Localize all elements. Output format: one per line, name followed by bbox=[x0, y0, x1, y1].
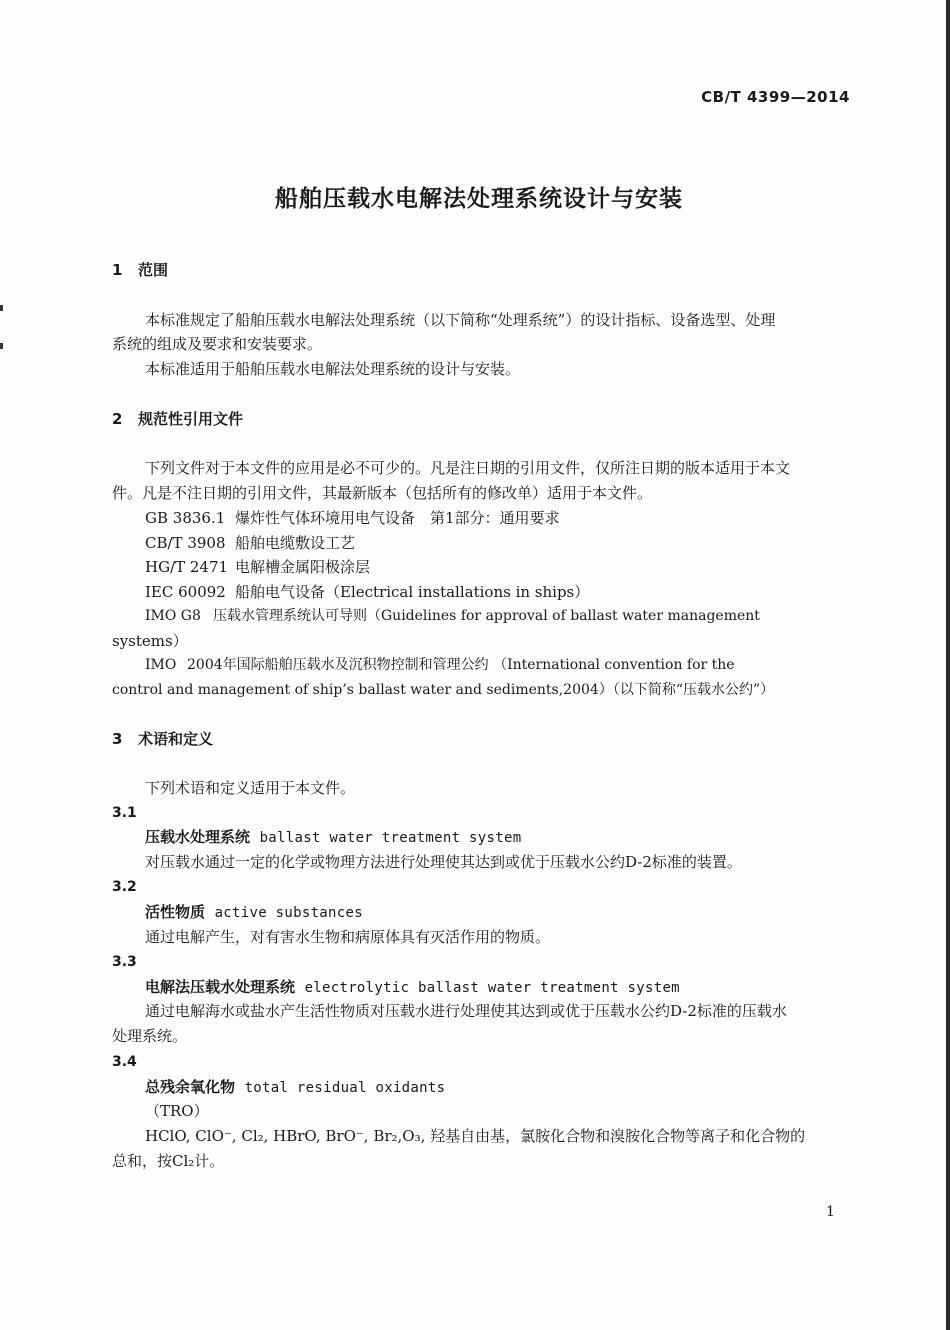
term-chinese: 总残余氧化物 bbox=[145, 1078, 236, 1096]
section-3-heading bbox=[112, 729, 213, 749]
reference-item bbox=[145, 582, 589, 602]
reference-title: 船舶电缆敷设工艺 bbox=[235, 534, 356, 552]
document-title: 船舶压载水电解法处理系统设计与安装 bbox=[275, 186, 683, 212]
term-english: ballast water treatment system bbox=[259, 830, 522, 846]
term-chinese: 活性物质 bbox=[145, 903, 206, 921]
term-chinese: 压载水处理系统 bbox=[145, 828, 251, 846]
reference-code: IEC 60092 bbox=[145, 583, 226, 601]
reference-item bbox=[145, 606, 760, 626]
term-definition: 通过电解海水或盐水产生活性物质对压载水进行处理使其达到或优于压载水公约D-2标准的压载水 bbox=[145, 1002, 787, 1020]
reference-item bbox=[145, 533, 355, 553]
scan-mark bbox=[0, 305, 3, 311]
reference-title: 压载水管理系统认可导则（Guidelines for approval of ballast water management bbox=[213, 608, 760, 624]
term-number: 3.2 bbox=[112, 879, 137, 895]
term-definition: HClO, ClO⁻, Cl₂, HBrO, BrO⁻, Br₂,O₃, 羟基自由基，氯胺化合物和溴胺化合物等离子和化合物的 bbox=[145, 1127, 806, 1145]
section-2-heading bbox=[112, 409, 243, 429]
reference-code: CB/T 3908 bbox=[145, 534, 226, 552]
reference-title: 2004年国际船舶压载水及沉积物控制和管理公约 （International convention for the bbox=[187, 657, 735, 673]
term-number: 3.3 bbox=[112, 954, 137, 970]
term-entry bbox=[145, 1077, 445, 1098]
scan-mark bbox=[0, 343, 3, 349]
section-number: 3 bbox=[112, 730, 123, 748]
scope-paragraph-line: 本标准适用于船舶压载水电解法处理系统的设计与安装。 bbox=[145, 360, 521, 378]
section-1-heading bbox=[112, 260, 168, 280]
section-number: 1 bbox=[112, 261, 123, 279]
reference-title: 船舶电气设备（Electrical installations in ships） bbox=[235, 583, 590, 601]
references-intro-line: 件。凡是不注日期的引用文件，其最新版本（包括所有的修改单）适用于本文件。 bbox=[112, 484, 653, 502]
section-number: 2 bbox=[112, 410, 123, 428]
term-english: active substances bbox=[214, 905, 363, 921]
term-chinese: 电解法压载水处理系统 bbox=[145, 978, 296, 996]
term-number: 3.4 bbox=[112, 1054, 137, 1070]
term-definition: 对压载水通过一定的化学或物理方法进行处理使其达到或优于压载水公约D-2标准的装置。 bbox=[145, 853, 742, 871]
scope-paragraph-line: 本标准规定了船舶压载水电解法处理系统（以下简称“处理系统”）的设计指标、设备选型、处理 bbox=[145, 311, 776, 329]
reference-item bbox=[145, 557, 370, 577]
reference-item bbox=[145, 655, 735, 675]
section-title: 规范性引用文件 bbox=[138, 410, 244, 428]
terms-intro: 下列术语和定义适用于本文件。 bbox=[145, 779, 356, 797]
term-english: total residual oxidants bbox=[244, 1080, 446, 1096]
term-definition: 总和，按Cl₂计。 bbox=[112, 1152, 225, 1170]
reference-code: GB 3836.1 bbox=[145, 509, 226, 527]
scope-paragraph-line: 系统的组成及要求和安装要求。 bbox=[112, 335, 323, 353]
reference-item bbox=[145, 508, 560, 528]
references-intro-line: 下列文件对于本文件的应用是必不可少的。凡是注日期的引用文件，仅所注日期的版本适用于本文 bbox=[145, 459, 791, 477]
page-number: 1 bbox=[826, 1204, 835, 1220]
reference-title: 电解槽金属阳极涂层 bbox=[235, 558, 371, 576]
section-title: 范围 bbox=[138, 261, 169, 279]
reference-continuation: systems） bbox=[112, 632, 188, 650]
reference-title: 爆炸性气体环境用电气设备 第1部分：通用要求 bbox=[235, 509, 560, 527]
term-entry bbox=[145, 977, 680, 998]
term-abbreviation: （TRO） bbox=[145, 1102, 209, 1120]
reference-continuation: control and management of ship’s ballast water and sediments,2004）（以下简称“压载水公约”） bbox=[112, 682, 775, 698]
term-definition: 处理系统。 bbox=[112, 1027, 188, 1045]
reference-code: IMO bbox=[145, 657, 177, 673]
section-title: 术语和定义 bbox=[138, 730, 214, 748]
term-entry bbox=[145, 902, 363, 923]
standard-code: CB/T 4399—2014 bbox=[701, 88, 850, 106]
term-entry bbox=[145, 827, 521, 848]
reference-code: IMO G8 bbox=[145, 608, 201, 624]
reference-code: HG/T 2471 bbox=[145, 558, 229, 576]
term-english: electrolytic ballast water treatment system bbox=[304, 980, 680, 996]
term-definition: 通过电解产生，对有害水生物和病原体具有灭活作用的物质。 bbox=[145, 928, 551, 946]
term-number: 3.1 bbox=[112, 805, 137, 821]
